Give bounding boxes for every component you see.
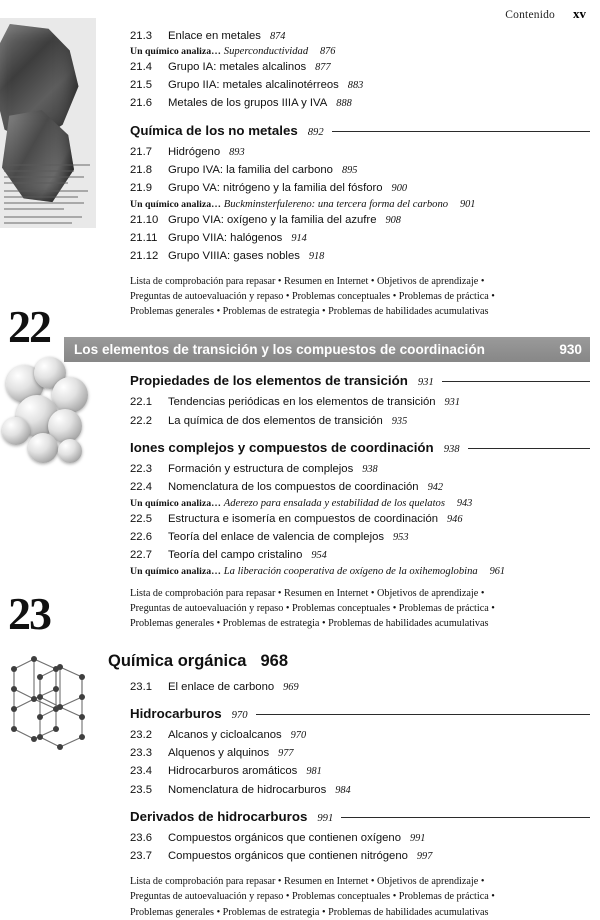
toc-entry[interactable]: [130, 479, 590, 496]
entry-title: Metales de los grupos IIIA y IVA: [168, 97, 328, 110]
entry-page: 977: [278, 748, 294, 760]
entry-page: 997: [416, 851, 433, 863]
section-page: 892: [307, 126, 324, 138]
toc-entry[interactable]: [130, 95, 590, 112]
toc-entry[interactable]: [130, 461, 590, 478]
feature-box-entry[interactable]: [130, 199, 590, 210]
endmatter-line: Preguntas de autoevaluación y repaso • Problemas conceptuales • Problemas de práctica •: [130, 603, 495, 615]
chapter-22-banner[interactable]: [64, 337, 590, 362]
section-rule: [442, 381, 590, 382]
toc-entry[interactable]: [130, 511, 590, 528]
chapter-23-endmatter: [130, 874, 590, 920]
entry-title: La química de dos elementos de transición: [168, 414, 383, 427]
entry-title: Compuestos orgánicos que contienen nitrógeno: [168, 850, 408, 863]
section-heading-hidrocarburos[interactable]: [130, 706, 590, 721]
decorative-art-column: [0, 0, 96, 849]
toc-entry[interactable]: [130, 230, 590, 247]
endmatter-line: Problemas generales • Problemas de estrategia • Problemas de habilidades acumulativas: [130, 906, 489, 918]
entry-title: Formación y estructura de complejos: [168, 463, 354, 476]
toc-entry[interactable]: [130, 679, 590, 696]
entry-page: 931: [444, 397, 460, 409]
entry-page: 981: [306, 766, 322, 778]
entry-title: Nomenclatura de hidrocarburos: [168, 783, 327, 796]
entry-number: 21.12: [130, 249, 159, 262]
entry-page: 914: [291, 232, 307, 244]
feature-page: 961: [489, 565, 506, 577]
entry-number: 21.11: [130, 231, 158, 244]
section-title: Hidrocarburos: [130, 706, 222, 722]
feature-lead: Un químico analiza…: [130, 497, 221, 509]
molecular-model-photo: [0, 355, 96, 490]
section-rule: [332, 131, 590, 132]
entry-title: Alquenos y alquinos: [168, 747, 270, 760]
chapter-22-title: Los elementos de transición y los compuestos de coordinación: [74, 342, 485, 358]
entry-number: 21.5: [130, 79, 152, 92]
entry-title: Nomenclatura de los compuestos de coordinación: [168, 481, 419, 494]
chapter-21-entries: [108, 28, 590, 320]
feature-title: Buckminsterfulereno: una tercera forma del carbono: [223, 198, 449, 210]
toc-entry[interactable]: [130, 28, 590, 45]
section-heading-iones-complejos[interactable]: [130, 440, 590, 455]
chapter-23-heading[interactable]: [108, 652, 590, 671]
entry-title: Estructura e isomería en compuestos de coordinación: [168, 512, 439, 525]
lattice-svg: [4, 651, 92, 757]
endmatter-line: Lista de comprobación para repasar • Resumen en Internet • Objetivos de aprendizaje •: [130, 275, 485, 287]
entry-title: Hidrógeno: [168, 145, 221, 158]
toc-entry[interactable]: [130, 848, 590, 865]
entry-page: 935: [391, 415, 408, 427]
entry-title: Grupo VIA: oxígeno y la familia del azufre: [168, 213, 377, 226]
section-rule: [341, 817, 590, 818]
entry-title: Grupo VIIIA: gases nobles: [168, 249, 300, 262]
endmatter-line: Problemas generales • Problemas de estrategia • Problemas de habilidades acumulativas: [130, 618, 489, 630]
section-title: Química de los no metales: [130, 122, 298, 138]
chapter-23-entries: [108, 652, 590, 920]
entry-title: Grupo IIA: metales alcalinotérreos: [168, 79, 339, 92]
toc-entry[interactable]: [130, 144, 590, 161]
section-rule: [468, 448, 590, 449]
section-page: 970: [231, 710, 248, 722]
entry-page: 918: [308, 250, 325, 262]
feature-page: 943: [456, 497, 473, 509]
toc-entry[interactable]: [130, 782, 590, 799]
chapter-22-page: 930: [559, 342, 582, 358]
feature-title: Aderezo para ensalada y estabilidad de los quelatos: [223, 497, 445, 509]
entry-page: 953: [393, 532, 409, 544]
section-heading-no-metales[interactable]: [130, 123, 590, 138]
toc-entry[interactable]: [130, 248, 590, 265]
mineral-rock-photo: [0, 18, 96, 228]
entry-page: 969: [283, 681, 299, 693]
toc-entry[interactable]: [130, 59, 590, 76]
chapter-23-title: Química orgánica: [108, 651, 247, 670]
entry-number: 23.1: [130, 680, 152, 693]
toc-entry[interactable]: [130, 212, 590, 229]
toc-entry[interactable]: [130, 830, 590, 847]
entry-number: 21.9: [130, 182, 152, 195]
chapter-number-22: 22: [8, 301, 50, 352]
chapter-23-page: 968: [260, 651, 288, 670]
section-page: 938: [443, 444, 460, 456]
entry-page: 954: [311, 550, 327, 562]
entry-number: 23.4: [130, 765, 152, 778]
header-section-label: Contenido: [505, 9, 555, 21]
entry-page: 991: [410, 833, 426, 845]
chapter-22-entries: [108, 373, 590, 631]
page-number: xv: [573, 6, 586, 21]
section-title: Derivados de hidrocarburos: [130, 809, 308, 825]
section-title: Iones complejos y compuestos de coordinación: [130, 440, 434, 456]
section-title: Propiedades de los elementos de transición: [130, 373, 408, 389]
entry-title: Grupo IVA: la familia del carbono: [168, 164, 333, 177]
entry-title: Hidrocarburos aromáticos: [168, 765, 298, 778]
feature-title: Superconductividad: [223, 46, 309, 58]
entry-page: 874: [269, 30, 286, 42]
toc-entry[interactable]: [130, 180, 590, 197]
entry-title: El enlace de carbono: [168, 680, 275, 693]
feature-box-entry[interactable]: [130, 498, 590, 509]
entry-number: 21.10: [130, 213, 159, 226]
entry-number: 22.1: [130, 396, 152, 409]
entry-page: 888: [336, 98, 352, 110]
entry-number: 23.3: [130, 747, 152, 760]
toc-entry[interactable]: [130, 413, 590, 430]
entry-page: 946: [447, 513, 463, 525]
entry-title: Grupo IA: metales alcalinos: [168, 61, 307, 74]
entry-page: 893: [229, 146, 245, 158]
entry-number: 21.4: [130, 61, 152, 74]
feature-box-entry[interactable]: [130, 46, 590, 57]
entry-number: 22.3: [130, 463, 152, 476]
entry-number: 22.4: [130, 481, 152, 494]
feature-page: 876: [320, 46, 336, 58]
entry-title: Teoría del campo cristalino: [168, 549, 303, 562]
toc-entry[interactable]: [130, 162, 590, 179]
entry-title: Grupo VA: nitrógeno y la familia del fósforo: [168, 182, 383, 195]
entry-number: 21.8: [130, 164, 152, 177]
entry-number: 22.5: [130, 512, 152, 525]
entry-number: 21.6: [130, 97, 152, 110]
entry-title: Enlace en metales: [168, 29, 261, 42]
entry-page: 877: [315, 62, 331, 74]
entry-page: 900: [391, 183, 407, 195]
entry-number: 22.7: [130, 549, 152, 562]
entry-number: 21.3: [130, 29, 152, 42]
entry-page: 908: [385, 214, 401, 226]
toc-entry[interactable]: [130, 394, 590, 411]
entry-page: 895: [341, 165, 358, 177]
endmatter-line: Lista de comprobación para repasar • Resumen en Internet • Objetivos de aprendizaje •: [130, 587, 485, 599]
entry-title: Grupo VIIA: halógenos: [168, 231, 283, 244]
section-heading-propiedades[interactable]: [130, 373, 590, 388]
toc-content: [74, 26, 590, 920]
entry-number: 22.2: [130, 414, 152, 427]
section-rule: [256, 714, 590, 715]
feature-lead: Un químico analiza…: [130, 46, 221, 58]
entry-page: 984: [335, 784, 351, 796]
page-header: [505, 6, 586, 22]
endmatter-line: Preguntas de autoevaluación y repaso • Problemas conceptuales • Problemas de práctica •: [130, 891, 495, 903]
toc-entry[interactable]: [130, 763, 590, 780]
entry-title: Compuestos orgánicos que contienen oxígeno: [168, 832, 401, 845]
chapter-21-endmatter: [130, 274, 590, 320]
entry-page: 938: [362, 464, 378, 476]
endmatter-line: Preguntas de autoevaluación y repaso • Problemas conceptuales • Problemas de práctica •: [130, 290, 495, 302]
section-heading-derivados[interactable]: [130, 809, 590, 824]
feature-title: La liberación cooperativa de oxígeno de la oxihemoglobina: [223, 565, 478, 577]
feature-box-entry[interactable]: [130, 566, 590, 577]
crystal-lattice-diagram: [0, 645, 96, 765]
entry-title: Teoría del enlace de valencia de complejos: [168, 531, 385, 544]
entry-page: 970: [290, 730, 307, 742]
toc-entry[interactable]: [130, 745, 590, 762]
section-page: 991: [317, 813, 334, 825]
entry-page: 883: [347, 80, 364, 92]
entry-title: Alcanos y cicloalcanos: [168, 729, 282, 742]
chapter-number-23: 23: [8, 588, 50, 639]
feature-lead: Un químico analiza…: [130, 565, 221, 577]
section-page: 931: [417, 377, 434, 389]
entry-number: 23.6: [130, 832, 152, 845]
entry-number: 23.2: [130, 729, 152, 742]
toc-entry[interactable]: [130, 547, 590, 564]
toc-entry[interactable]: [130, 727, 590, 744]
toc-entry[interactable]: [130, 77, 590, 94]
entry-number: 23.5: [130, 783, 152, 796]
endmatter-line: Lista de comprobación para repasar • Resumen en Internet • Objetivos de aprendizaje •: [130, 875, 485, 887]
entry-page: 942: [427, 482, 444, 494]
feature-page: 901: [459, 198, 476, 210]
entry-number: 21.7: [130, 145, 152, 158]
entry-number: 23.7: [130, 850, 152, 863]
toc-entry[interactable]: [130, 529, 590, 546]
entry-title: Tendencias periódicas en los elementos de transición: [168, 396, 436, 409]
entry-number: 22.6: [130, 531, 152, 544]
chapter-22-endmatter: [130, 586, 590, 632]
endmatter-line: Problemas generales • Problemas de estrategia • Problemas de habilidades acumulativas: [130, 306, 489, 318]
feature-lead: Un químico analiza…: [130, 198, 221, 210]
